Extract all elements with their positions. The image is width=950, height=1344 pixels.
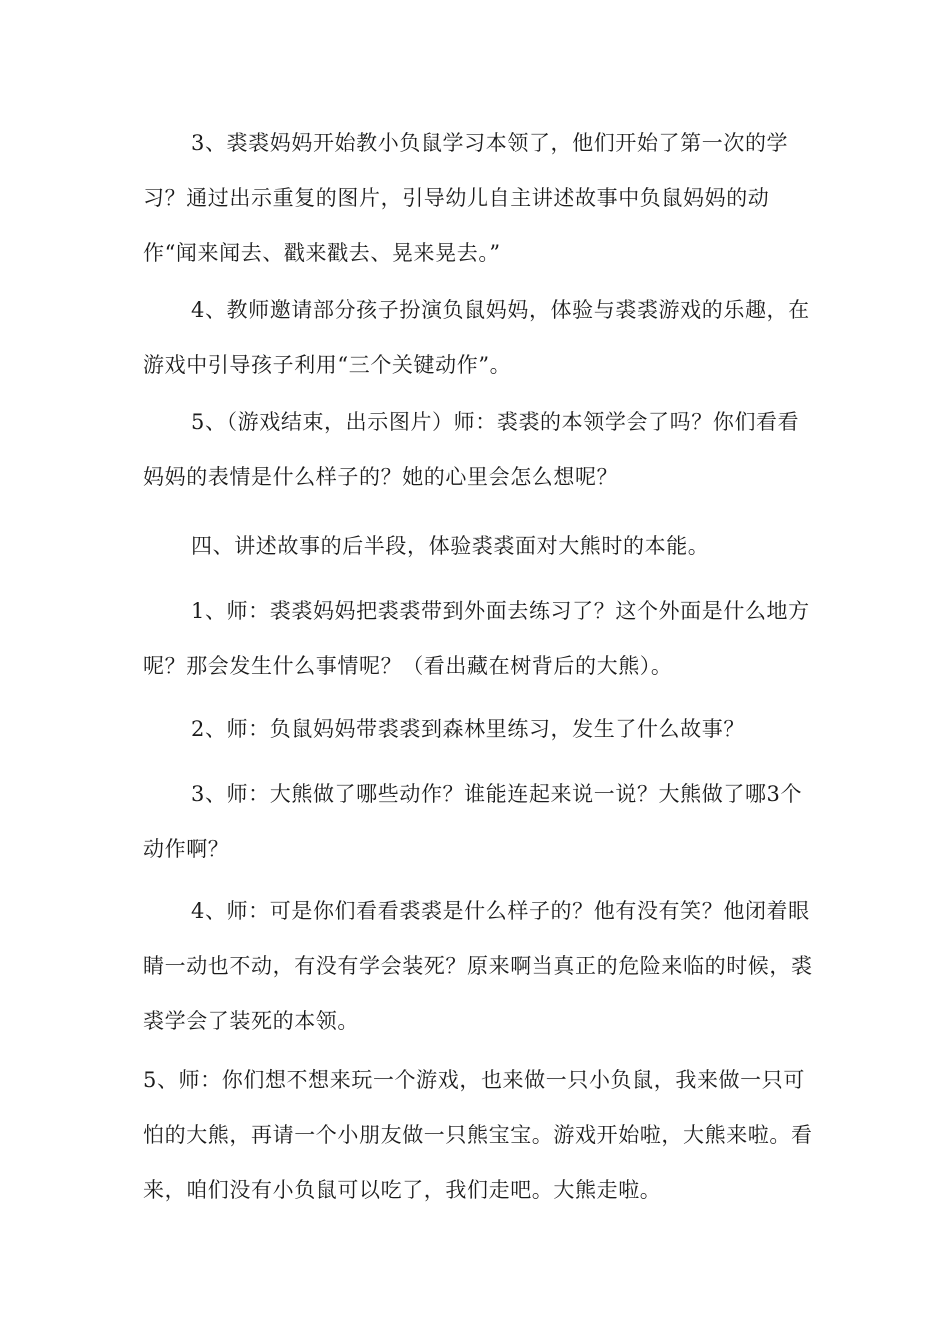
paragraph-teacher-4: 4、师：可是你们看看裘裘是什么样子的？他有没有笑？他闭着眼睛一动也不动，有没有学会装死？原来啊当真正的危险来临的时候，裘裘学会了装死的本领。 [143,899,813,1033]
paragraph-step-4: 4、教师邀请部分孩子扮演负鼠妈妈，体验与裘裘游戏的乐趣，在游戏中引导孩子利用“三个关键动作”。 [143,298,810,377]
paragraph-teacher-5: 5、师：你们想不想来玩一个游戏，也来做一只小负鼠，我来做一只可怕的大熊，再请一个小朋友做一只熊宝宝。游戏开始啦，大熊来啦。看来，咱们没有小负鼠可以吃了，我们走吧。大熊走啦。 [143,1068,813,1202]
paragraph-step-5: 5、（游戏结束，出示图片）师：裘裘的本领学会了吗？你们看看妈妈的表情是什么样子的？她的心里会怎么想呢？ [143,410,800,489]
paragraph-teacher-1: 1、师：裘裘妈妈把裘裘带到外面去练习了？这个外面是什么地方呢？那会发生什么事情呢？（看出藏在树背后的大熊）。 [143,599,810,678]
paragraph-teacher-3: 3、师：大熊做了哪些动作？谁能连起来说一说？大熊做了哪3个动作啊？ [143,782,803,861]
section-heading-four: 四、讲述故事的后半段，体验裘裘面对大熊时的本能。 [191,534,710,558]
paragraph-step-3: 3、裘裘妈妈开始教小负鼠学习本领了，他们开始了第一次的学习？通过出示重复的图片，引导幼儿自主讲述故事中负鼠妈妈的动作“闻来闻去、戳来戳去、晃来晃去。” [143,131,789,265]
paragraph-teacher-2: 2、师：负鼠妈妈带裘裘到森林里练习，发生了什么故事？ [191,717,745,741]
